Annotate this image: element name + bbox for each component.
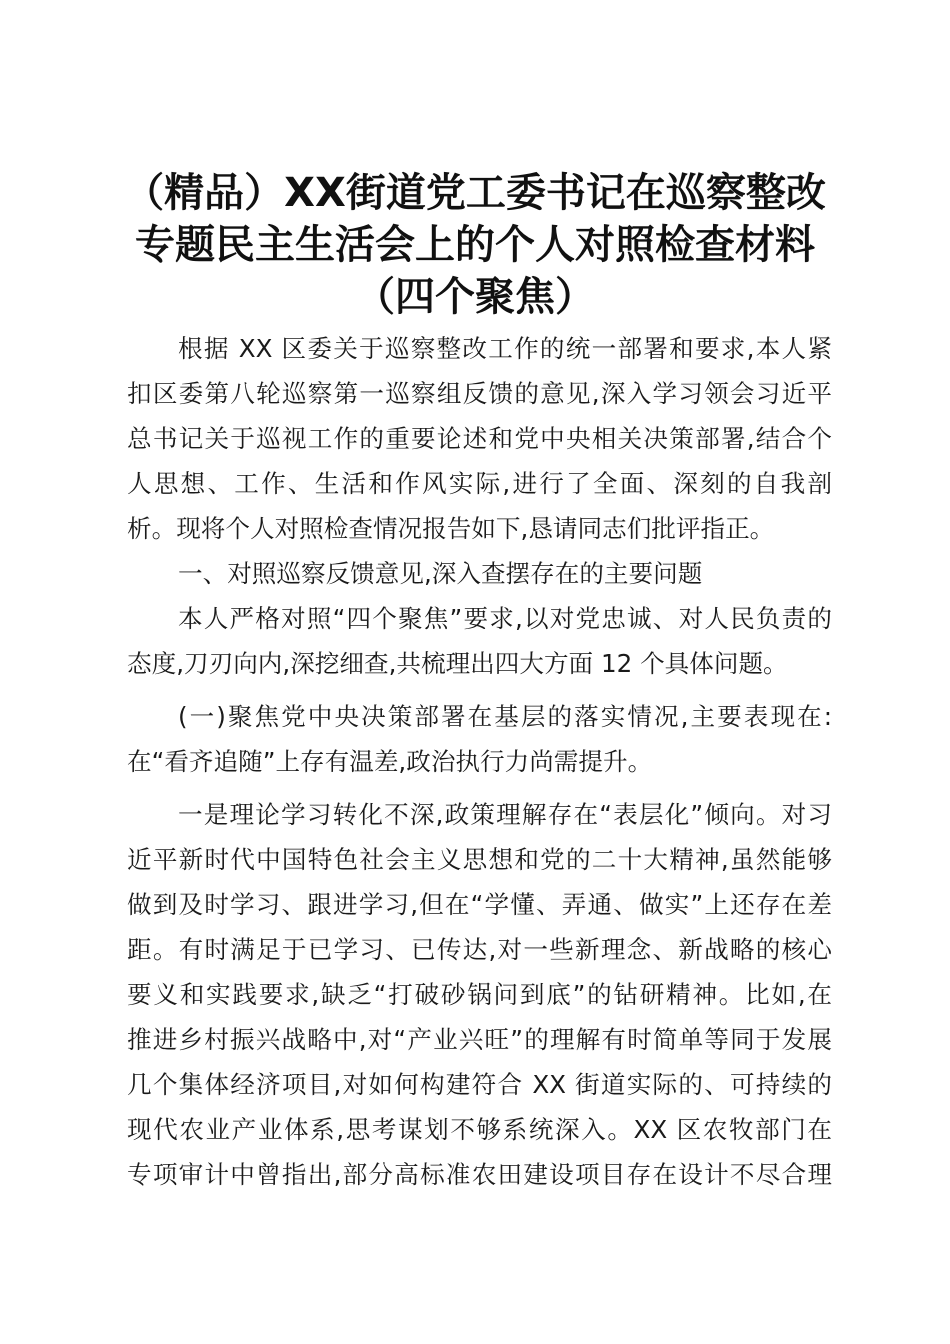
paragraph-2-line-1: 本人严格对照“四个聚焦”要求,以对党忠诚、对人民负责的 [178, 604, 832, 633]
paragraph-1-line-3: 总书记关于巡视工作的重要论述和党中央相关决策部署,结合个 [127, 424, 832, 453]
subsection-heading-line-1: (一)聚焦党中央决策部署在基层的落实情况,主要表现在: [178, 702, 832, 731]
subsection-heading-line-2: 在“看齐追随”上存有温差,政治执行力尚需提升。 [127, 747, 653, 776]
paragraph-3-line-1: 一是理论学习转化不深,政策理解存在“表层化”倾向。对习 [178, 800, 832, 829]
paragraph-3-line-8: 现代农业产业体系,思考谋划不够系统深入。XX 区农牧部门在 [127, 1115, 832, 1144]
document-title-line-2: 专题民主生活会上的个人对照检查材料 [135, 222, 815, 268]
paragraph-3-line-9: 专项审计中曾指出,部分高标准农田建设项目存在设计不尽合理 [127, 1160, 832, 1189]
paragraph-3-line-5: 要义和实践要求,缺乏“打破砂锅问到底”的钻研精神。比如,在 [127, 980, 832, 1009]
paragraph-1-line-5: 析。现将个人对照检查情况报告如下,恳请同志们批评指正。 [127, 514, 775, 543]
paragraph-1-line-1: 根据 XX 区委关于巡察整改工作的统一部署和要求,本人紧 [178, 334, 832, 363]
section-heading-1: 一、对照巡察反馈意见,深入查摆存在的主要问题 [178, 559, 703, 588]
paragraph-3-line-6: 推进乡村振兴战略中,对“产业兴旺”的理解有时简单等同于发展 [127, 1025, 832, 1054]
document-title-line-3: （四个聚焦） [355, 274, 595, 320]
paragraph-1-line-2: 扣区委第八轮巡察第一巡察组反馈的意见,深入学习领会习近平 [127, 379, 832, 408]
paragraph-2-line-2: 态度,刀刃向内,深挖细查,共梳理出四大方面 12 个具体问题。 [127, 649, 788, 678]
paragraph-1-line-4: 人思想、工作、生活和作风实际,进行了全面、深刻的自我剖 [127, 469, 832, 498]
paragraph-3-line-7: 几个集体经济项目,对如何构建符合 XX 街道实际的、可持续的 [127, 1070, 832, 1099]
paragraph-3-line-2: 近平新时代中国特色社会主义思想和党的二十大精神,虽然能够 [127, 845, 832, 874]
document-body [127, 326, 832, 1197]
paragraph-3-line-3: 做到及时学习、跟进学习,但在“学懂、弄通、做实”上还存在差 [127, 890, 832, 919]
paragraph-3-line-4: 距。有时满足于已学习、已传达,对一些新理念、新战略的核心 [127, 935, 832, 964]
document-title-line-1: （精品）XX街道党工委书记在巡察整改 [124, 170, 826, 216]
